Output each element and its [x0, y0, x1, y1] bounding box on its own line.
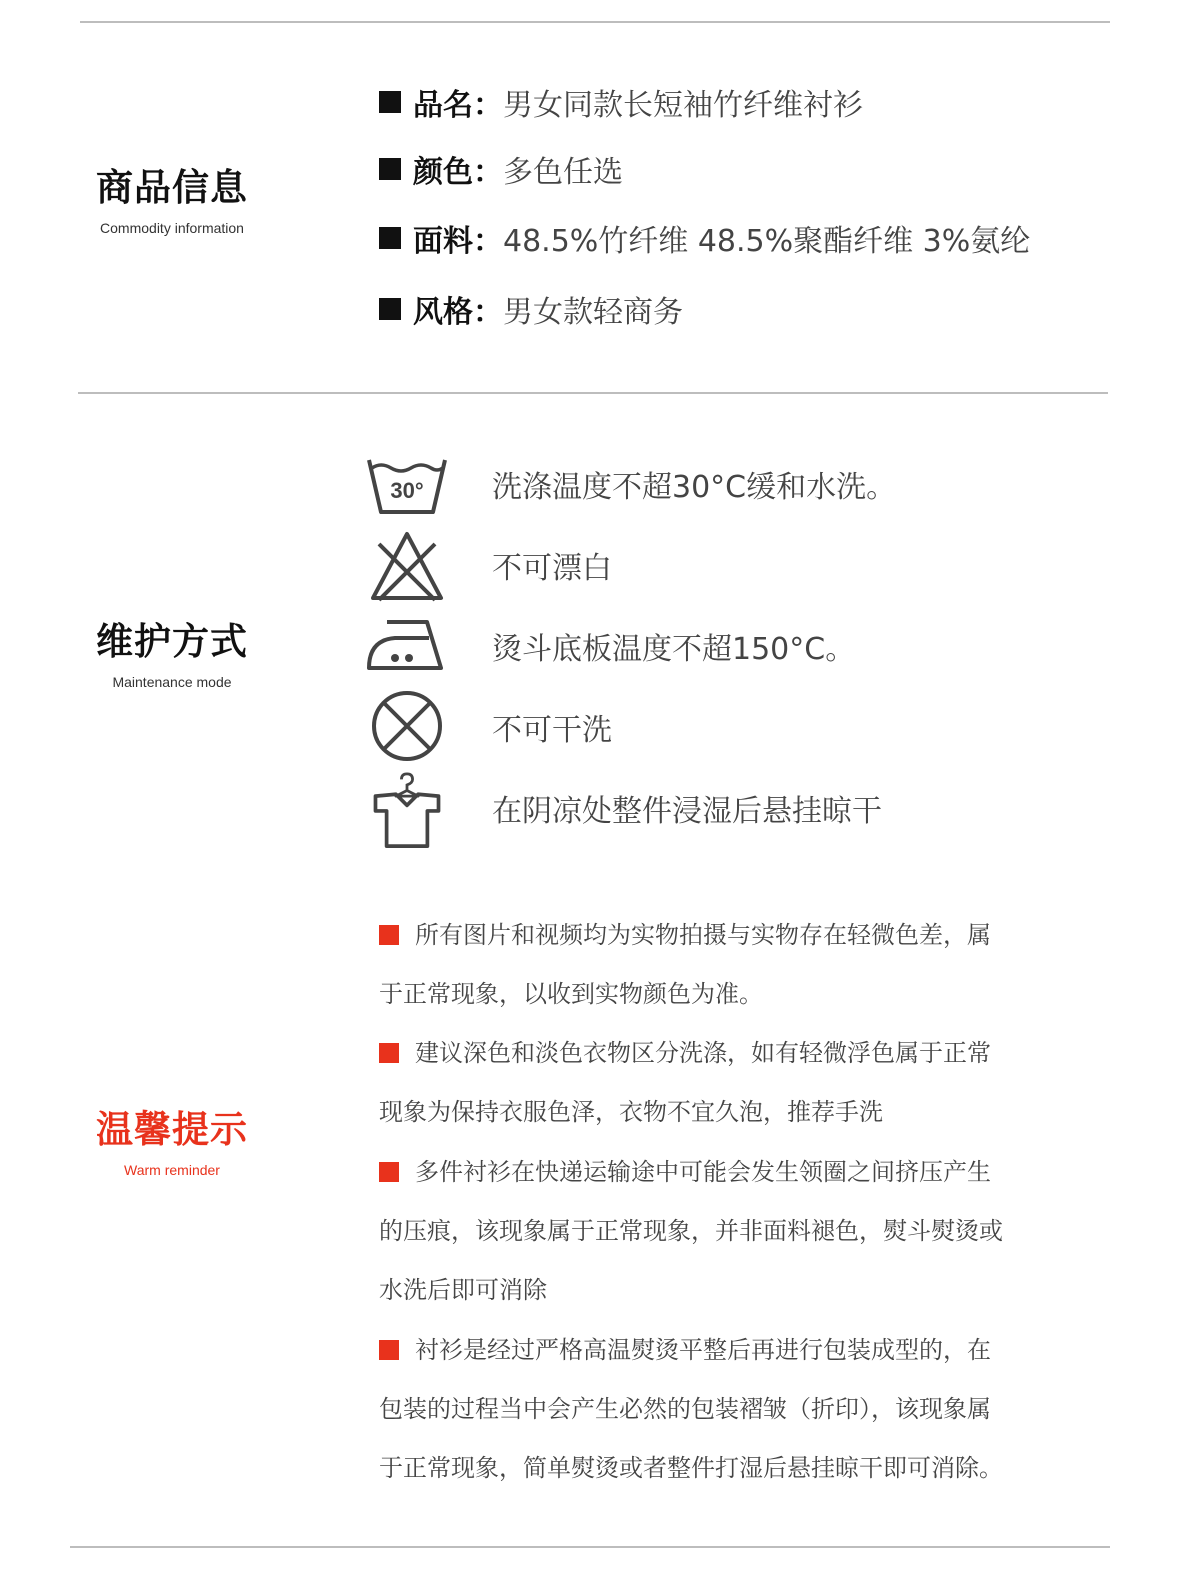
commodity-title: 商品信息: [96, 166, 248, 209]
reminder-line: [379, 1156, 991, 1188]
reminder-line: [379, 1393, 991, 1425]
info-value: 48.5%竹纤维 48.5%聚酯纤维 3%氨纶: [503, 224, 1031, 259]
red-bullet-square: [379, 1043, 399, 1063]
reminder-text: 所有图片和视频均为实物拍摄与实物存在轻微色差，属: [415, 921, 991, 949]
divider-bottom: [70, 1546, 1110, 1548]
reminder-text: 于正常现象，以收到实物颜色为准。: [379, 980, 763, 1008]
maintenance-title: 维护方式: [96, 620, 248, 663]
info-row-style: [379, 289, 683, 329]
bullet-square: [379, 298, 401, 320]
reminder-text: 多件衬衫在快递运输途中可能会发生领圈之间挤压产生: [415, 1158, 991, 1186]
info-key: 颜色：: [413, 155, 503, 190]
info-row-name: [379, 82, 863, 122]
no-dry-clean-icon: [365, 688, 449, 764]
divider-middle: [78, 392, 1108, 394]
reminder-line: [379, 1334, 991, 1366]
info-value: 男女款轻商务: [503, 295, 683, 330]
reminder-text: 于正常现象，简单熨烫或者整件打湿后悬挂晾干即可消除。: [379, 1454, 1003, 1482]
reminder-text: 衬衫是经过严格高温熨烫平整后再进行包装成型的，在: [415, 1336, 991, 1364]
reminder-line: [379, 1274, 547, 1306]
reminder-text: 水洗后即可消除: [379, 1276, 547, 1304]
info-value: 多色任选: [503, 155, 623, 190]
wash-temperature-label: 30°: [390, 478, 424, 503]
reminder-line: [379, 1452, 1003, 1484]
reminder-text: 现象为保持衣服色泽，衣物不宜久泡，推荐手洗: [379, 1098, 883, 1126]
reminder-line: [379, 978, 763, 1010]
reminder-heading: [72, 1108, 272, 1178]
reminder-text: 包装的过程当中会产生必然的包装褶皱（折印），该现象属: [379, 1395, 991, 1423]
reminder-subtitle: Warm reminder: [124, 1162, 220, 1178]
commodity-heading: [72, 166, 272, 236]
reminder-text: 的压痕，该现象属于正常现象，并非面料褪色，熨斗熨烫或: [379, 1217, 1003, 1245]
care-text-dry-clean: 不可干洗: [492, 713, 612, 748]
reminder-text: 建议深色和淡色衣物区分洗涤，如有轻微浮色属于正常: [415, 1039, 991, 1067]
maintenance-heading: [72, 620, 272, 690]
commodity-subtitle: Commodity information: [100, 220, 244, 236]
reminder-line: [379, 919, 991, 951]
care-text-wash: 洗涤温度不超30°C缓和水洗。: [492, 470, 897, 505]
no-bleach-icon: [365, 528, 449, 604]
bullet-square: [379, 91, 401, 113]
info-row-color: [379, 149, 623, 189]
red-bullet-square: [379, 925, 399, 945]
wash-30-icon: [365, 452, 449, 528]
care-text-bleach: 不可漂白: [492, 551, 612, 586]
red-bullet-square: [379, 1340, 399, 1360]
info-row-fabric: [379, 218, 1030, 258]
reminder-line: [379, 1215, 1003, 1247]
care-text-hang-dry: 在阴凉处整件浸湿后悬挂晾干: [492, 794, 882, 829]
reminder-line: [379, 1037, 991, 1069]
divider-top: [80, 21, 1110, 23]
bullet-square: [379, 227, 401, 249]
reminder-line: [379, 1096, 883, 1128]
info-key: 风格：: [413, 295, 503, 330]
hang-dry-icon: [365, 772, 449, 848]
care-text-iron: 烫斗底板温度不超150°C。: [492, 632, 856, 667]
iron-icon: [365, 610, 449, 686]
reminder-title: 温馨提示: [96, 1108, 248, 1151]
info-value: 男女同款长短袖竹纤维衬衫: [503, 88, 863, 123]
red-bullet-square: [379, 1162, 399, 1182]
bullet-square: [379, 158, 401, 180]
maintenance-subtitle: Maintenance mode: [112, 674, 232, 690]
info-key: 面料：: [413, 224, 503, 259]
info-key: 品名：: [413, 88, 503, 123]
